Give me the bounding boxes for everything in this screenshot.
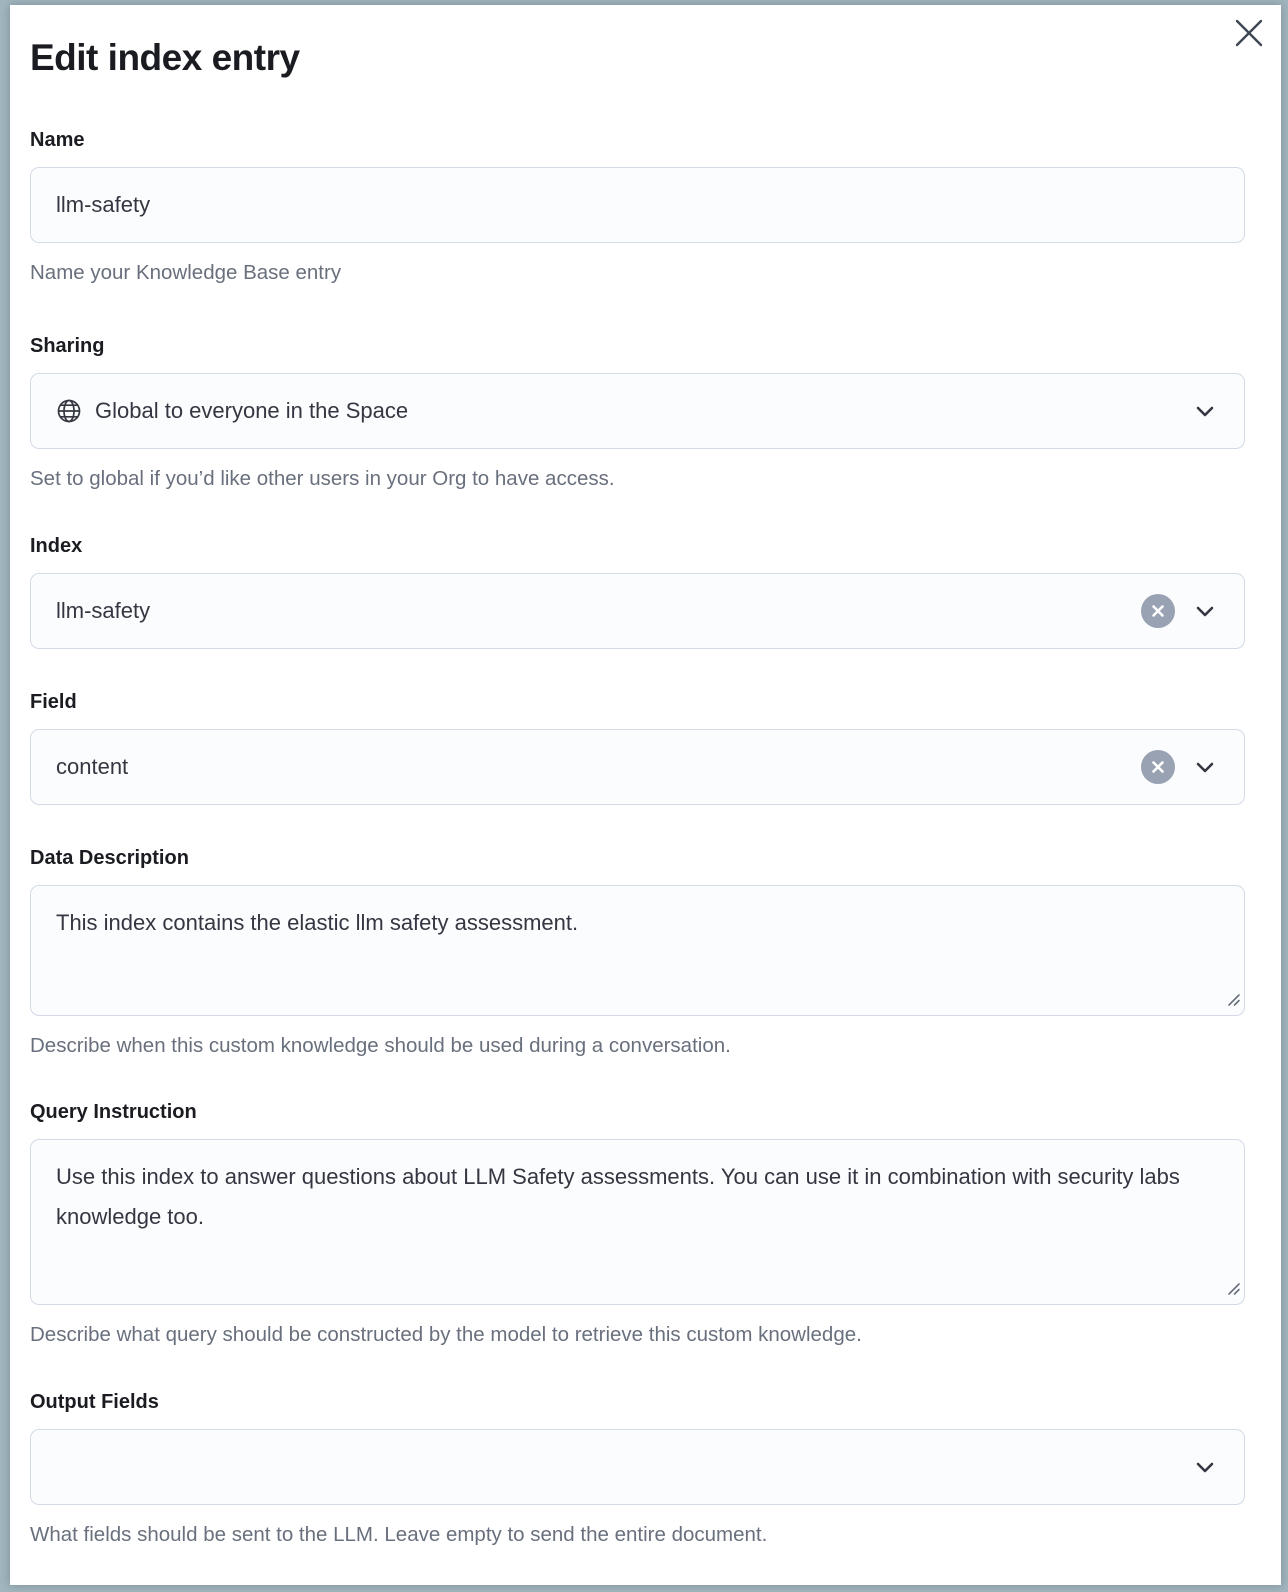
field-combobox[interactable] xyxy=(30,729,1245,805)
name-helper-text: Name your Knowledge Base entry xyxy=(30,261,342,285)
data-description-textarea[interactable] xyxy=(30,885,1245,1016)
clear-x-icon xyxy=(1150,759,1166,775)
name-input[interactable] xyxy=(30,167,1245,243)
name-label: Name xyxy=(30,129,85,152)
output-fields-combobox[interactable] xyxy=(30,1429,1245,1505)
sharing-helper-text: Set to global if you’d like other users in your Org to have access. xyxy=(30,466,615,490)
sharing-select[interactable] xyxy=(30,373,1245,449)
query-instruction-textarea[interactable] xyxy=(30,1139,1245,1305)
sharing-selected-value: Global to everyone in the Space xyxy=(95,397,409,423)
field-selected-value: content xyxy=(56,753,129,779)
chevron-down-icon xyxy=(1192,398,1218,424)
sharing-label: Sharing xyxy=(30,334,105,357)
field-label: Field xyxy=(30,690,77,713)
sharing-field-row xyxy=(30,335,1245,493)
data-description-helper-text: Describe when this custom knowledge should be used during a conversation. xyxy=(30,1033,731,1057)
modal-title: Edit index entry xyxy=(30,37,300,78)
query-instruction-field-row xyxy=(30,1101,1245,1349)
index-selected-value: llm-safety xyxy=(56,597,151,623)
name-field-row xyxy=(30,129,1245,287)
field-field-row xyxy=(30,691,1245,805)
output-fields-label: Output Fields xyxy=(30,1390,159,1413)
close-icon xyxy=(1231,15,1267,51)
query-instruction-helper-text: Describe what query should be constructed by the model to retrieve this custom knowledge. xyxy=(30,1323,862,1347)
clear-x-icon xyxy=(1150,603,1166,619)
chevron-down-icon xyxy=(1192,598,1218,624)
data-description-field-row xyxy=(30,847,1245,1060)
data-description-label: Data Description xyxy=(30,846,189,869)
index-combobox[interactable] xyxy=(30,573,1245,649)
output-fields-helper-text: What fields should be sent to the LLM. Leave empty to send the entire document. xyxy=(30,1522,768,1546)
index-clear-button[interactable] xyxy=(1141,594,1175,628)
index-field-row xyxy=(30,535,1245,649)
chevron-down-icon xyxy=(1192,1454,1218,1480)
globe-icon xyxy=(56,398,82,424)
query-instruction-label: Query Instruction xyxy=(30,1101,197,1124)
output-fields-field-row xyxy=(30,1391,1245,1549)
chevron-down-icon xyxy=(1192,754,1218,780)
close-button[interactable] xyxy=(1229,13,1269,53)
edit-index-entry-modal xyxy=(10,5,1281,1585)
index-label: Index xyxy=(30,534,83,557)
field-clear-button[interactable] xyxy=(1141,750,1175,784)
